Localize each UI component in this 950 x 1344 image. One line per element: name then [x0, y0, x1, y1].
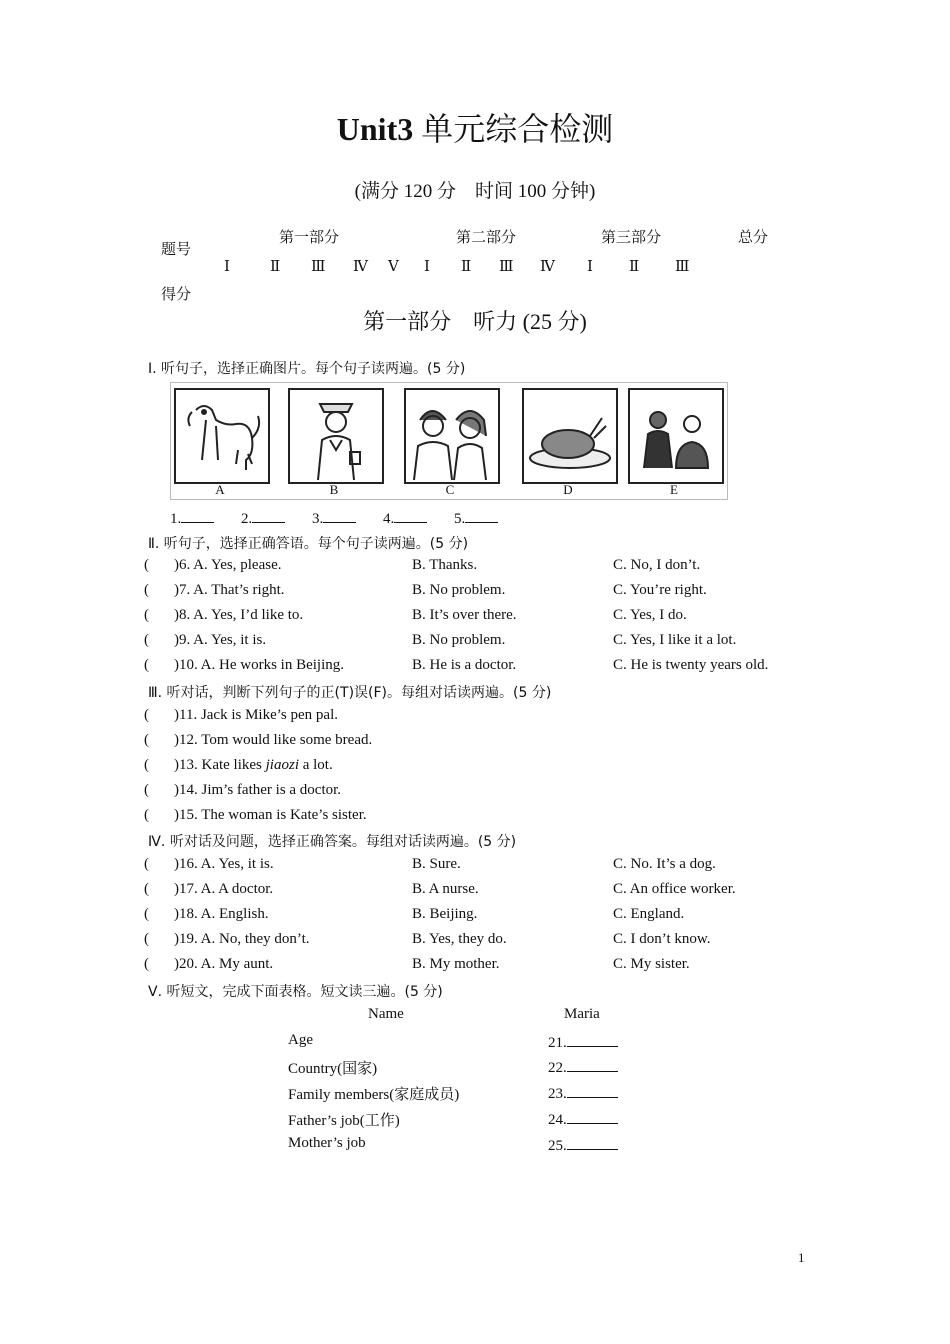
statement: )15. The woman is Kate’s sister. — [174, 807, 367, 823]
picture-label: C — [445, 482, 455, 497]
table-row-label: Father’s job(工作) — [288, 1113, 400, 1129]
page-subtitle: (满分 120 分 时间 100 分钟) — [354, 181, 596, 202]
section3-heading: Ⅲ. 听对话，判断下列句子的正(T)误(F)。每组对话读两遍。(5 分) — [148, 685, 552, 701]
page-title: Unit3 单元综合检测 — [336, 111, 614, 147]
score-numeral: Ⅳ — [540, 259, 555, 275]
score-numeral: Ⅱ — [629, 259, 640, 275]
answer-paren[interactable]: ( — [144, 856, 149, 872]
answer-paren[interactable]: ( — [144, 881, 149, 897]
option-b: B. No problem. — [412, 582, 506, 598]
picture-label: A — [215, 482, 225, 497]
answer-blank-3[interactable]: 3. — [312, 508, 356, 528]
score-numeral: Ⅰ — [424, 259, 430, 275]
answer-paren[interactable]: ( — [144, 582, 149, 598]
statement: )14. Jim’s father is a doctor. — [174, 782, 342, 798]
table-row-label: Age — [288, 1032, 313, 1048]
option-b: B. My mother. — [412, 956, 500, 972]
option-b: B. He is a doctor. — [412, 657, 517, 673]
answer-paren[interactable]: ( — [144, 956, 149, 972]
picture-e-people — [628, 388, 724, 484]
option-b: B. A nurse. — [412, 881, 479, 897]
score-part2-header: 第二部分 — [456, 230, 517, 246]
option-a: )8. A. Yes, I’d like to. — [174, 607, 304, 623]
option-c: C. An office worker. — [613, 881, 736, 897]
table-row-label: Country(国家) — [288, 1061, 378, 1077]
picture-label: B — [329, 482, 339, 497]
picture-b-nurse — [288, 388, 384, 484]
statement: )11. Jack is Mike’s pen pal. — [174, 707, 338, 723]
section5-heading: Ⅴ. 听短文，完成下面表格。短文读三遍。(5 分) — [148, 984, 443, 1000]
table-header-value: Maria — [564, 1006, 600, 1022]
option-a: )18. A. English. — [174, 906, 269, 922]
table-row-blank[interactable]: 21. — [548, 1032, 618, 1052]
picture-c-couple — [404, 388, 500, 484]
option-b: B. Sure. — [412, 856, 461, 872]
table-row-label: Family members(家庭成员) — [288, 1087, 460, 1103]
option-b: B. Yes, they do. — [412, 931, 507, 947]
answer-blank-4[interactable]: 4. — [383, 508, 427, 528]
option-a: )19. A. No, they don’t. — [174, 931, 310, 947]
score-row-label-score: 得分 — [161, 287, 192, 303]
option-b: B. Thanks. — [412, 557, 478, 573]
answer-blank-1[interactable]: 1. — [170, 508, 214, 528]
section4-heading: Ⅳ. 听对话及问题，选择正确答案。每组对话读两遍。(5 分) — [148, 834, 517, 850]
option-a: )9. A. Yes, it is. — [174, 632, 267, 648]
option-a: )7. A. That’s right. — [174, 582, 285, 598]
option-a: )10. A. He works in Beijing. — [174, 657, 344, 673]
answer-paren[interactable]: ( — [144, 607, 149, 623]
table-row-label: Mother’s job — [288, 1135, 366, 1151]
answer-paren[interactable]: ( — [144, 931, 149, 947]
table-header-name: Name — [368, 1006, 404, 1022]
option-c: C. You’re right. — [613, 582, 707, 598]
score-part3-header: 第三部分 — [601, 230, 662, 246]
table-row-blank[interactable]: 24. — [548, 1109, 618, 1129]
answer-paren[interactable]: ( — [144, 632, 149, 648]
statement: )13. Kate likes jiaozi a lot. — [174, 757, 333, 773]
option-c: C. No, I don’t. — [613, 557, 701, 573]
answer-paren[interactable]: ( — [144, 657, 149, 673]
score-total-header: 总分 — [738, 230, 769, 246]
answer-paren[interactable]: ( — [144, 807, 149, 823]
option-a: )6. A. Yes, please. — [174, 557, 282, 573]
option-c: C. No. It’s a dog. — [613, 856, 716, 872]
score-numeral: Ⅱ — [270, 259, 281, 275]
answer-paren[interactable]: ( — [144, 782, 149, 798]
section1-heading: Ⅰ. 听句子，选择正确图片。每个句子读两遍。(5 分) — [148, 361, 466, 377]
option-c: C. Yes, I do. — [613, 607, 687, 623]
score-numeral: Ⅱ — [461, 259, 472, 275]
table-row-blank[interactable]: 23. — [548, 1083, 618, 1103]
answer-blank-5[interactable]: 5. — [454, 508, 498, 528]
answer-paren[interactable]: ( — [144, 906, 149, 922]
score-numeral: Ⅰ — [587, 259, 593, 275]
option-a: )17. A. A doctor. — [174, 881, 274, 897]
option-b: B. Beijing. — [412, 906, 478, 922]
option-b: B. It’s over there. — [412, 607, 517, 623]
option-c: C. My sister. — [613, 956, 690, 972]
option-b: B. No problem. — [412, 632, 506, 648]
score-part1-header: 第一部分 — [279, 230, 340, 246]
option-c: C. He is twenty years old. — [613, 657, 769, 673]
section2-heading: Ⅱ. 听句子，选择正确答语。每个句子读两遍。(5 分) — [148, 536, 469, 552]
option-c: C. I don’t know. — [613, 931, 711, 947]
option-c: C. England. — [613, 906, 685, 922]
score-numeral: Ⅲ — [499, 259, 514, 275]
table-row-blank[interactable]: 22. — [548, 1057, 618, 1077]
part1-title: 第一部分 听力 (25 分) — [363, 309, 587, 334]
picture-strip — [170, 382, 728, 500]
answer-paren[interactable]: ( — [144, 557, 149, 573]
score-numeral: Ⅳ — [353, 259, 368, 275]
answer-paren[interactable]: ( — [144, 757, 149, 773]
option-a: )20. A. My aunt. — [174, 956, 274, 972]
answer-paren[interactable]: ( — [144, 732, 149, 748]
answer-paren[interactable]: ( — [144, 707, 149, 723]
answer-blank-2[interactable]: 2. — [241, 508, 285, 528]
page-number: 1 — [798, 1250, 805, 1265]
score-numeral: Ⅲ — [675, 259, 690, 275]
picture-label: D — [563, 482, 573, 497]
option-a: )16. A. Yes, it is. — [174, 856, 274, 872]
picture-label: E — [670, 482, 678, 497]
table-row-blank[interactable]: 25. — [548, 1135, 618, 1155]
score-numeral: Ⅲ — [311, 259, 326, 275]
picture-d-chicken — [522, 388, 618, 484]
picture-a-dog — [174, 388, 270, 484]
score-numeral: Ⅴ — [388, 259, 399, 275]
score-row-label-number: 题号 — [161, 242, 192, 258]
score-numeral: Ⅰ — [224, 259, 230, 275]
option-c: C. Yes, I like it a lot. — [613, 632, 737, 648]
statement: )12. Tom would like some bread. — [174, 732, 373, 748]
